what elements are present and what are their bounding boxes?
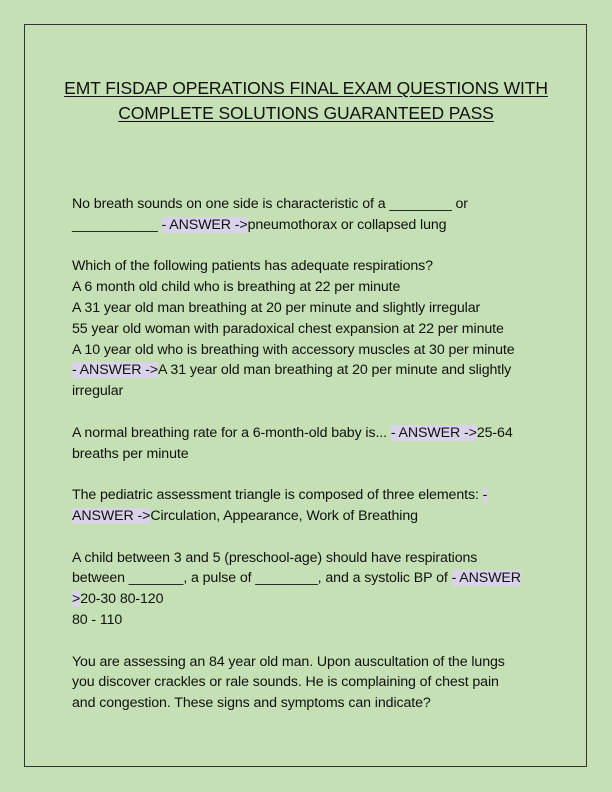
qa-item [72,423,552,465]
answer-text: A 31 year old man breathing at 20 per minute and slightly [158,362,512,379]
answer-text: irregular [72,383,124,400]
question-text: between _______, a pulse of ________, and a systolic BP of [72,570,452,587]
answer-marker: > [72,591,81,608]
question-answer-line [72,360,552,381]
qa-item [72,256,552,402]
question-answer-line [72,589,552,610]
qa-content [72,194,552,735]
title-line-1: EMT FISDAP OPERATIONS FINAL EXAM QUESTIONS WITH [64,78,548,98]
option-text: A 10 year old who is breathing with accessory muscles at 30 per minute [72,341,515,358]
qa-item [72,485,552,527]
question-text: ___________ [72,216,162,233]
qa-item [72,548,552,631]
option-text: 55 year old woman with paradoxical chest expansion at 22 per minute [72,320,504,337]
option-text: A 6 month old child who is breathing at 22 per minute [72,279,401,296]
question-text: and congestion. These signs and symptoms can indicate? [72,695,431,712]
qa-item [72,194,552,236]
question-text: The pediatric assessment triangle is composed of three elements: [72,487,483,504]
qa-item [72,652,552,714]
question-text: you discover crackles or rale sounds. He is complaining of chest pain [72,674,499,691]
answer-marker: - ANSWER [451,570,521,587]
question-text: A normal breathing rate for a 6-month-old baby is... [72,424,391,441]
answer-text: Circulation, Appearance, Work of Breathing [150,507,418,524]
question-answer-line [72,485,552,506]
question-answer-line [72,506,552,527]
answer-text: pneumothorax or collapsed lung [247,216,447,233]
answer-marker: - ANSWER -> [72,362,159,379]
question-answer-line [72,568,552,589]
answer-marker: - ANSWER -> [161,216,248,233]
document-title [40,76,572,126]
question-text: No breath sounds on one side is characteristic of a ________ or [72,196,468,212]
answer-marker: - [482,487,488,504]
question-answer-line [72,215,552,236]
answer-text: 25-64 [476,424,513,441]
answer-marker: - ANSWER -> [390,424,477,441]
answer-marker: ANSWER -> [72,507,151,524]
answer-text: 20-30 80-120 [80,591,164,608]
question-text: Which of the following patients has adequate respirations? [72,258,433,275]
answer-text: breaths per minute [72,445,189,462]
question-answer-line [72,423,552,444]
question-text: You are assessing an 84 year old man. Upon auscultation of the lungs [72,653,505,670]
option-text: A 31 year old man breathing at 20 per minute and slightly irregular [72,299,481,316]
question-text: A child between 3 and 5 (preschool-age) should have respirations [72,549,478,566]
title-line-2: COMPLETE SOLUTIONS GUARANTEED PASS [118,103,494,123]
answer-text: 80 - 110 [72,611,123,628]
